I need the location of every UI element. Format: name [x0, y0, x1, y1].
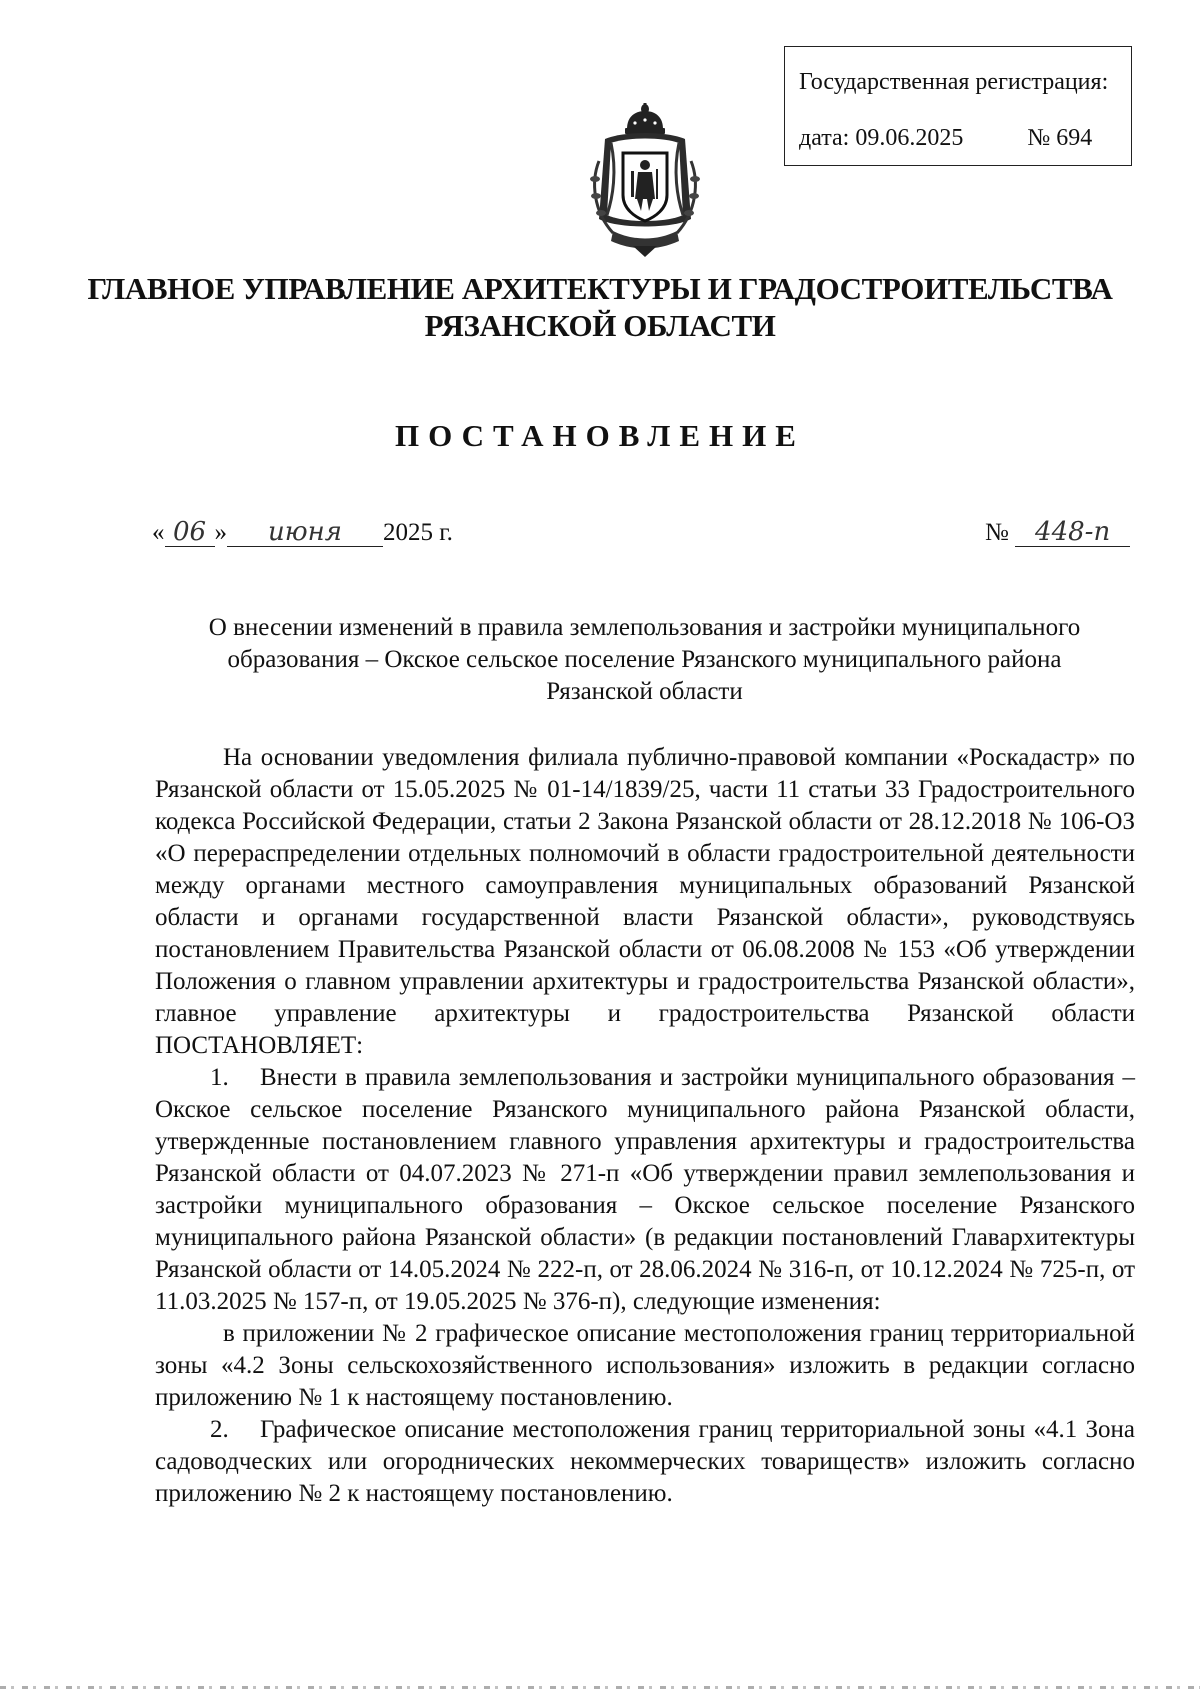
organization-name-line1: ГЛАВНОЕ УПРАВЛЕНИЕ АРХИТЕКТУРЫ И ГРАДОСТРОИТЕЛЬСТВА [87, 271, 1113, 306]
number-value: 448-п [1015, 518, 1130, 547]
date-year: 2025 г. [383, 519, 453, 546]
organization-name-line2: РЯЗАНСКОЙ ОБЛАСТИ [424, 308, 776, 343]
scan-edge-artifact [0, 1686, 1200, 1689]
document-body [155, 742, 1135, 1510]
document-subject [152, 612, 1137, 708]
registration-details [799, 121, 1131, 155]
item-1-paragraph [155, 1062, 1135, 1318]
document-date [152, 518, 453, 547]
subject-line3: Рязанской области [546, 678, 743, 705]
organization-name [0, 270, 1200, 344]
document-number [985, 518, 1130, 547]
registration-stamp [784, 46, 1132, 166]
date-open-quote: « [152, 519, 165, 546]
date-close-quote: » [214, 519, 227, 546]
item-1-sub-paragraph: в приложении № 2 графическое описание местоположения границ территориальной зоны «4.2 Зоны сельскохозяйственного использования» изложить в редакции согласно приложению № 1 к настоящему постановлению. [155, 1320, 1135, 1411]
subject-line2: образования – Окское сельское поселение Рязанского муниципального района [227, 646, 1062, 673]
registration-number: № 694 [1027, 125, 1093, 151]
registration-title: Государственная регистрация: [799, 69, 1109, 95]
registration-date: дата: 09.06.2025 [799, 125, 964, 151]
item-1-text: Внести в правила землепользования и застройки муниципального образования – Окское сельское поселение Рязанского муниципального района Рязанской области, утвержденные постановлением главного управления архитектуры и градостроительства Рязанской области от 04.07.2023 № 271-п «Об утверждении правил землепользования и застройки муниципального образования – Окское сельское поселение Рязанского муниципального района Рязанской области» (в редакции постановлений Главархитектуры Рязанской области от 14.05.2024 № 222-п, от 28.06.2024 № 316-п, от 10.12.2024 № 725-п, от 11.03.2025 № 157-п, от 19.05.2025 № 376-п), следующие изменения: [155, 1064, 1135, 1315]
number-label: № [985, 519, 1009, 546]
item-2-paragraph [155, 1414, 1135, 1510]
item-2-text: Графическое описание местоположения границ территориальной зоны «4.1 Зона садоводческих или огороднических некоммерческих товариществ» изложить согласно приложению № 2 к настоящему постановлению. [155, 1416, 1135, 1507]
item-1-number: 1. [210, 1064, 229, 1091]
item-2-number: 2. [210, 1416, 229, 1443]
date-day: 06 [165, 518, 215, 547]
coat-of-arms-icon [583, 101, 707, 259]
subject-line1: О внесении изменений в правила землепользования и застройки муниципального [208, 614, 1081, 641]
preamble-paragraph: На основании уведомления филиала публично-правовой компании «Роскадастр» по Рязанской области от 15.05.2025 № 01-14/1839/25, части 11 статьи 33 Градостроительного кодекса Российской Федерации, статьи 2 Закона Рязанской области от 28.12.2018 № 106-ОЗ «О перераспределении отдельных полномочий в области градостроительной деятельности между органами местного самоуправления муниципальных образований Рязанской области и органами государственной власти Рязанской области», руководствуясь постановлением Правительства Рязанской области от 06.08.2008 № 153 «Об утверждении Положения о главном управлении архитектуры и градостроительства Рязанской области», главное управление архитектуры и градостроительства Рязанской области ПОСТАНОВЛЯЕТ: [155, 744, 1135, 1059]
document-type: ПОСТАНОВЛЕНИЕ [395, 418, 805, 453]
date-month: июня [227, 518, 383, 547]
